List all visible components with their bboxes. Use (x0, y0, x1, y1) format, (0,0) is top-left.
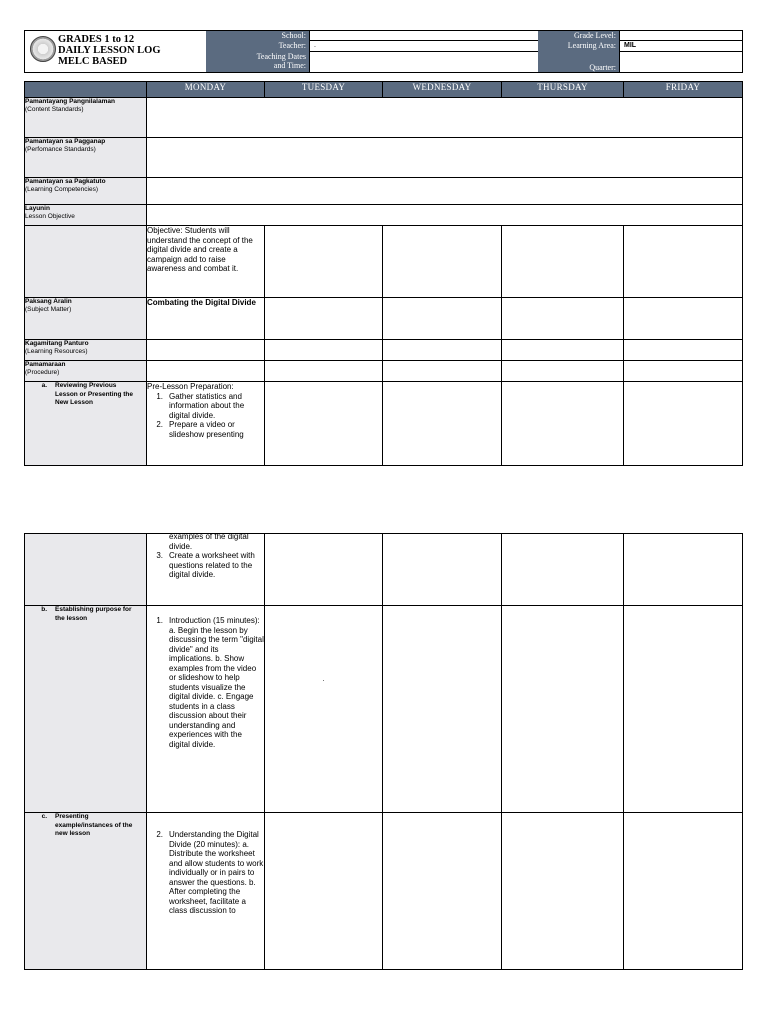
teaching-dates-field[interactable] (309, 52, 538, 72)
learning-area-field[interactable]: MIL (619, 41, 742, 52)
procedure-a-row (25, 382, 743, 466)
subject-matter-row (25, 298, 743, 340)
procedure-c-label: c. Presenting example/instances of the new lesson (25, 813, 147, 970)
wednesday-procedure-b[interactable] (383, 606, 502, 813)
resources-label: Kagamitang Panturo (Learning Resources) (25, 340, 147, 361)
thursday-objective[interactable] (502, 226, 624, 298)
monday-procedure-c (147, 813, 265, 970)
tuesday-resources[interactable] (265, 340, 383, 361)
day-monday: MONDAY (147, 82, 265, 98)
deped-seal-icon (30, 36, 56, 62)
thursday-resources[interactable] (502, 340, 624, 361)
performance-standards-cell[interactable] (147, 138, 743, 178)
list-item: 1. Introduction (15 minutes): a. Begin the lesson by discussing the term "digital divide" and its implications. b. Show examples from the video or slideshow to help students visualize the digital divide. c. Engage students in a class discussion about their understanding and experiences with the digital divide. (156, 616, 264, 749)
thursday-procedure-b[interactable] (502, 606, 624, 813)
tuesday-subject-matter[interactable] (265, 298, 383, 340)
friday-objective[interactable] (624, 226, 743, 298)
lesson-log-table-continued (24, 533, 743, 970)
monday-procedure[interactable] (147, 361, 265, 382)
objective-text-row (25, 226, 743, 298)
title-line-1: GRADES 1 to 12 (58, 34, 135, 45)
friday-procedure-b[interactable] (624, 606, 743, 813)
procedure-a-label: a. Reviewing Previous Lesson or Presenting the New Lesson (25, 382, 147, 466)
friday-procedure-c[interactable] (624, 813, 743, 970)
day-friday: FRIDAY (624, 82, 743, 98)
wednesday-procedure-c[interactable] (383, 813, 502, 970)
list-item: 2. Prepare a video or slideshow presenting (156, 420, 244, 439)
friday-procedure-a-continued[interactable] (624, 534, 743, 606)
objective-label: Layunin Lesson Objective (25, 205, 147, 226)
monday-procedure-a-continued (147, 534, 265, 606)
quarter-label: Quarter: (538, 52, 619, 72)
performance-standards-label: Pamantayan sa Pagganap (Perfomance Standards) (25, 138, 147, 178)
learning-competencies-label: Pamantayan sa Pagkatuto (Learning Competencies) (25, 178, 147, 205)
wednesday-subject-matter[interactable] (383, 298, 502, 340)
procedure-row (25, 361, 743, 382)
teacher-label: Teacher: (206, 41, 309, 52)
procedure-a-continued-label (25, 534, 147, 606)
thursday-subject-matter[interactable] (502, 298, 624, 340)
monday-procedure-a (147, 382, 265, 466)
day-header-row (25, 82, 743, 98)
day-thursday: THURSDAY (502, 82, 624, 98)
list-item: 3. Create a worksheet with questions related to the digital divide. (156, 551, 255, 579)
pre-lesson-heading: Pre-Lesson Preparation: (147, 382, 234, 391)
wednesday-resources[interactable] (383, 340, 502, 361)
school-label: School: (206, 31, 309, 41)
school-field[interactable] (309, 31, 538, 41)
learning-competencies-cell[interactable] (147, 178, 743, 205)
list-item: 2. Understanding the Digital Divide (20 minutes): a. Distribute the worksheet and allow students to work individually or in pairs to answer the questions. b. After completing the worksheet, facilitate a class discussion to (156, 830, 264, 915)
title-line-3: MELC BASED (58, 56, 128, 67)
wednesday-procedure-a-continued[interactable] (383, 534, 502, 606)
monday-objective: Objective: Students will understand the concept of the digital divide and create a campaign add to raise awareness and combat it. (147, 226, 265, 298)
wednesday-procedure-a[interactable] (383, 382, 502, 466)
tuesday-procedure-a-continued[interactable] (265, 534, 383, 606)
learning-area-label: Learning Area: (538, 41, 619, 52)
subject-matter-label: Paksang Aralin (Subject Matter) (25, 298, 147, 340)
list-item: 1. Gather statistics and information about the digital divide. (156, 391, 245, 420)
objective-row (25, 205, 743, 226)
day-wednesday: WEDNESDAY (383, 82, 502, 98)
content-standards-cell[interactable] (147, 98, 743, 138)
content-standards-row (25, 98, 743, 138)
thursday-procedure-c[interactable] (502, 813, 624, 970)
lesson-log-table (24, 81, 743, 466)
title-line-2: DAILY LESSON LOG (58, 45, 161, 56)
objective-cell[interactable] (147, 205, 743, 226)
tuesday-objective[interactable] (265, 226, 383, 298)
teaching-dates-label: Teaching Dates and Time: (206, 52, 309, 72)
resources-row (25, 340, 743, 361)
stray-mark (323, 680, 324, 681)
learning-competencies-row (25, 178, 743, 205)
friday-procedure-a[interactable] (624, 382, 743, 466)
header-corner (25, 82, 147, 98)
thursday-procedure[interactable] (502, 361, 624, 382)
performance-standards-row (25, 138, 743, 178)
procedure-label: Pamamaraan (Procedure) (25, 361, 147, 382)
list-item-continued: examples of the digital divide. (169, 532, 249, 551)
quarter-field[interactable] (619, 52, 742, 72)
thursday-procedure-a-continued[interactable] (502, 534, 624, 606)
procedure-a-continued-row (25, 534, 743, 606)
teacher-field[interactable]: . (309, 41, 538, 52)
grade-level-label: Grade Level: (538, 31, 619, 41)
tuesday-procedure[interactable] (265, 361, 383, 382)
day-tuesday: TUESDAY (265, 82, 383, 98)
procedure-b-label: b. Establishing purpose for the lesson (25, 606, 147, 813)
procedure-b-row (25, 606, 743, 813)
wednesday-procedure[interactable] (383, 361, 502, 382)
procedure-c-row (25, 813, 743, 970)
thursday-procedure-a[interactable] (502, 382, 624, 466)
tuesday-procedure-b[interactable] (265, 606, 383, 813)
friday-subject-matter[interactable] (624, 298, 743, 340)
objective-text-label (25, 226, 147, 298)
tuesday-procedure-c[interactable] (265, 813, 383, 970)
friday-procedure[interactable] (624, 361, 743, 382)
monday-resources[interactable] (147, 340, 265, 361)
tuesday-procedure-a[interactable] (265, 382, 383, 466)
monday-subject-matter: Combating the Digital Divide (147, 298, 265, 340)
friday-resources[interactable] (624, 340, 743, 361)
wednesday-objective[interactable] (383, 226, 502, 298)
header-title (58, 34, 208, 67)
monday-procedure-b (147, 606, 265, 813)
content-standards-label: Pamantayang Pangnilalaman (Content Standards) (25, 98, 147, 138)
grade-level-field[interactable] (619, 31, 742, 41)
